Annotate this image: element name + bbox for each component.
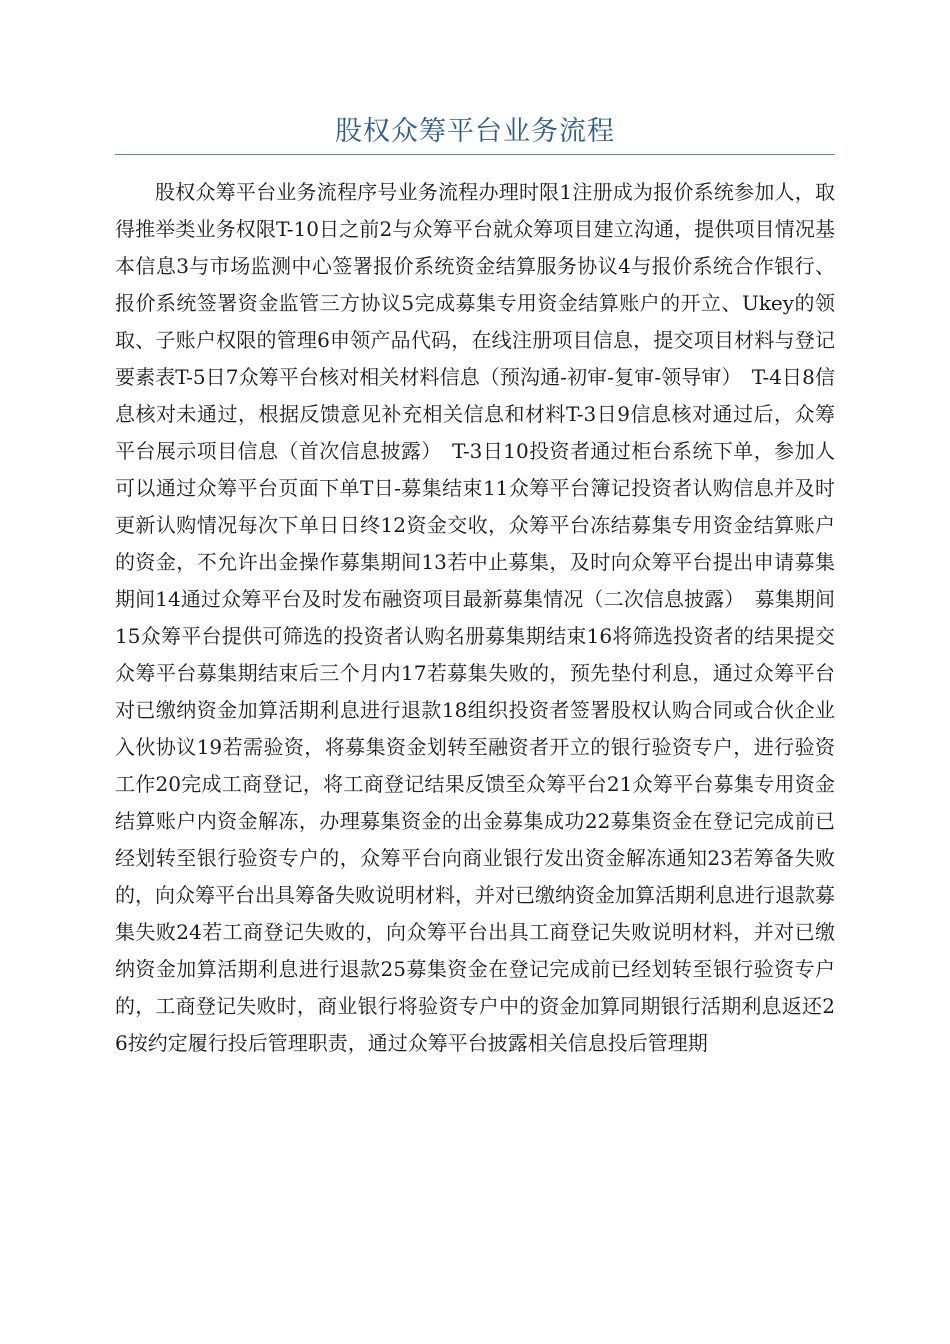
title-underline-divider bbox=[115, 154, 835, 155]
document-body-paragraph: 股权众筹平台业务流程序号业务流程办理时限1注册成为报价系统参加人，取得推举类业务权限T-10日之前2与众筹平台就众筹项目建立沟通，提供项目情况基本信息3与市场监测中心签署报价系统资金结算服务协议4与报价系统合作银行、报价系统签署资金监管三方协议5完成募集专用资金结算账户的开立、Ukey的领取、子账户权限的管理6申领产品代码，在线注册项目信息，提交项目材料与登记要素表T-5日7众筹平台核对相关材料信息（预沟通-初审-复审-领导审） T-4日8信息核对未通过，根据反馈意见补充相关信息和材料T-3日9信息核对通过后，众筹平台展示项目信息（首次信息披露） T-3日10投资者通过柜台系统下单，参加人可以通过众筹平台页面下单T日-募集结束11众筹平台簿记投资者认购信息并及时更新认购情况每次下单日日终12资金交收，众筹平台冻结募集专用资金结算账户的资金，不允许出金操作募集期间13若中止募集，及时向众筹平台提出申请募集期间14通过众筹平台及时发布融资项目最新募集情况（二次信息披露） 募集期间15众筹平台提供可筛选的投资者认购名册募集期结束16将筛选投资者的结果提交众筹平台募集期结束后三个月内17若募集失败的，预先垫付利息，通过众筹平台对已缴纳资金加算活期利息进行退款18组织投资者签署股权认购合同或合伙企业入伙协议19若需验资，将募集资金划转至融资者开立的银行验资专户，进行验资工作20完成工商登记，将工商登记结果反馈至众筹平台21众筹平台募集专用资金结算账户内资金解冻，办理募集资金的出金募集成功22募集资金在登记完成前已经划转至银行验资专户的，众筹平台向商业银行发出资金解冻通知23若筹备失败的，向众筹平台出具筹备失败说明材料，并对已缴纳资金加算活期利息进行退款募集失败24若工商登记失败的，向众筹平台出具工商登记失败说明材料，并对已缴纳资金加算活期利息进行退款25募集资金在登记完成前已经划转至银行验资专户的，工商登记失败时，商业银行将验资专户中的资金加算同期银行活期利息返还26按约定履行投后管理职责，通过众筹平台披露相关信息投后管理期 bbox=[115, 180, 835, 1055]
document-title: 股权众筹平台业务流程 bbox=[335, 116, 615, 147]
